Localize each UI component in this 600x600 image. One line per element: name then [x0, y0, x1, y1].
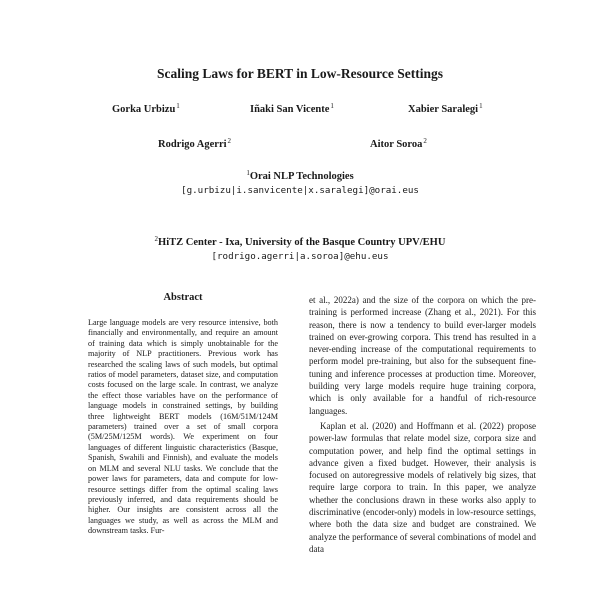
- affiliation-name: HiTZ Center - Ixa, University of the Basque Country UPV/EHU: [158, 237, 446, 248]
- author-4: [158, 137, 231, 150]
- intro-paragraph-1: et al., 2022a) and the size of the corpora on which the pre-training is performed increase (Zhang et al., 2021). For this reason, there is now a tendency to build ever-larger models trained on ever-growing corpora. This trend has resulted in a never-ending increase of the computational requirements to perform model pre-training, but also for the subsequent fine-tuning and inference processes at production time. Moreover, building very large models require huge training corpora, which is only available for a handful of rich-resource languages.: [309, 295, 536, 416]
- affiliation-2: [0, 235, 600, 248]
- affiliation-mark: 1: [246, 169, 250, 177]
- affiliation-1-email: [g.urbizu|i.sanvicente|x.saralegi]@orai.eus: [181, 185, 419, 196]
- author-affiliation-mark: 2: [423, 137, 427, 145]
- author-affiliation-mark: 2: [227, 137, 232, 145]
- paper-title: Scaling Laws for BERT in Low-Resource Settings: [156, 66, 444, 81]
- affiliation-mark: 2: [154, 235, 159, 243]
- author-1: [112, 102, 180, 115]
- author-name: Aitor Soroa: [370, 139, 423, 150]
- author-name: Iñaki San Vicente: [250, 104, 330, 115]
- affiliation-name: Orai NLP Technologies: [249, 171, 354, 182]
- affiliation-1: [0, 169, 600, 182]
- intro-paragraph-2: Kaplan et al. (2020) and Hoffmann et al. (2022) propose power-law formulas that relate model size, corpora size and computation power, and help find the optimal settings in advance given a fixed budget. However, their analysis is focused on autoregressive models of relatively big sizes, that require large corpora to train. In this paper, we analyze whether the conclusions drawn in these works also apply to discriminative (encoder-only) models in low-resource settings, where both the data size and budget are constrained. We analyze the performance of several combinations of model and data: [309, 420, 536, 554]
- author-2: [250, 102, 334, 115]
- author-affiliation-mark: 1: [330, 102, 334, 110]
- author-name: Xabier Saralegi: [408, 104, 479, 115]
- author-5: [370, 137, 427, 150]
- abstract-text: Large language models are very resource intensive, both financially and environmentally, and require an amount of training data which is simply unobtainable for the majority of NLP practitioners. Previous work has researched the scaling laws of such models, but optimal ratios of model parameters, dataset size, and computation costs focused on the large scale. In contrast, we analyze the effect those variables have on the performance of language models in constrained settings, by building three lightweight BERT models (16M/51M/124M parameters) trained over a set of small corpora (5M/25M/125M words). We experiment on four languages of different linguistic characteristics (Basque, Spanish, Swahili and Finnish), and evaluate the models on MLM and several NLU tasks. We conclude that the power laws for parameters, data and compute for low-resource settings differ from the optimal scaling laws previously inferred, and data requirements should be higher. Our insights are consistent across all the languages we study, as well as across the MLM and downstream tasks. Fur-: [88, 318, 278, 536]
- author-affiliation-mark: 1: [479, 102, 483, 110]
- affiliation-2-email: [rodrigo.agerri|a.soroa]@ehu.eus: [211, 251, 389, 262]
- author-3: [408, 102, 483, 115]
- intro-column: [309, 294, 536, 555]
- author-affiliation-mark: 1: [176, 102, 180, 110]
- abstract-heading: Abstract: [163, 292, 203, 303]
- author-name: Gorka Urbizu: [112, 104, 176, 115]
- author-name: Rodrigo Agerri: [158, 139, 227, 150]
